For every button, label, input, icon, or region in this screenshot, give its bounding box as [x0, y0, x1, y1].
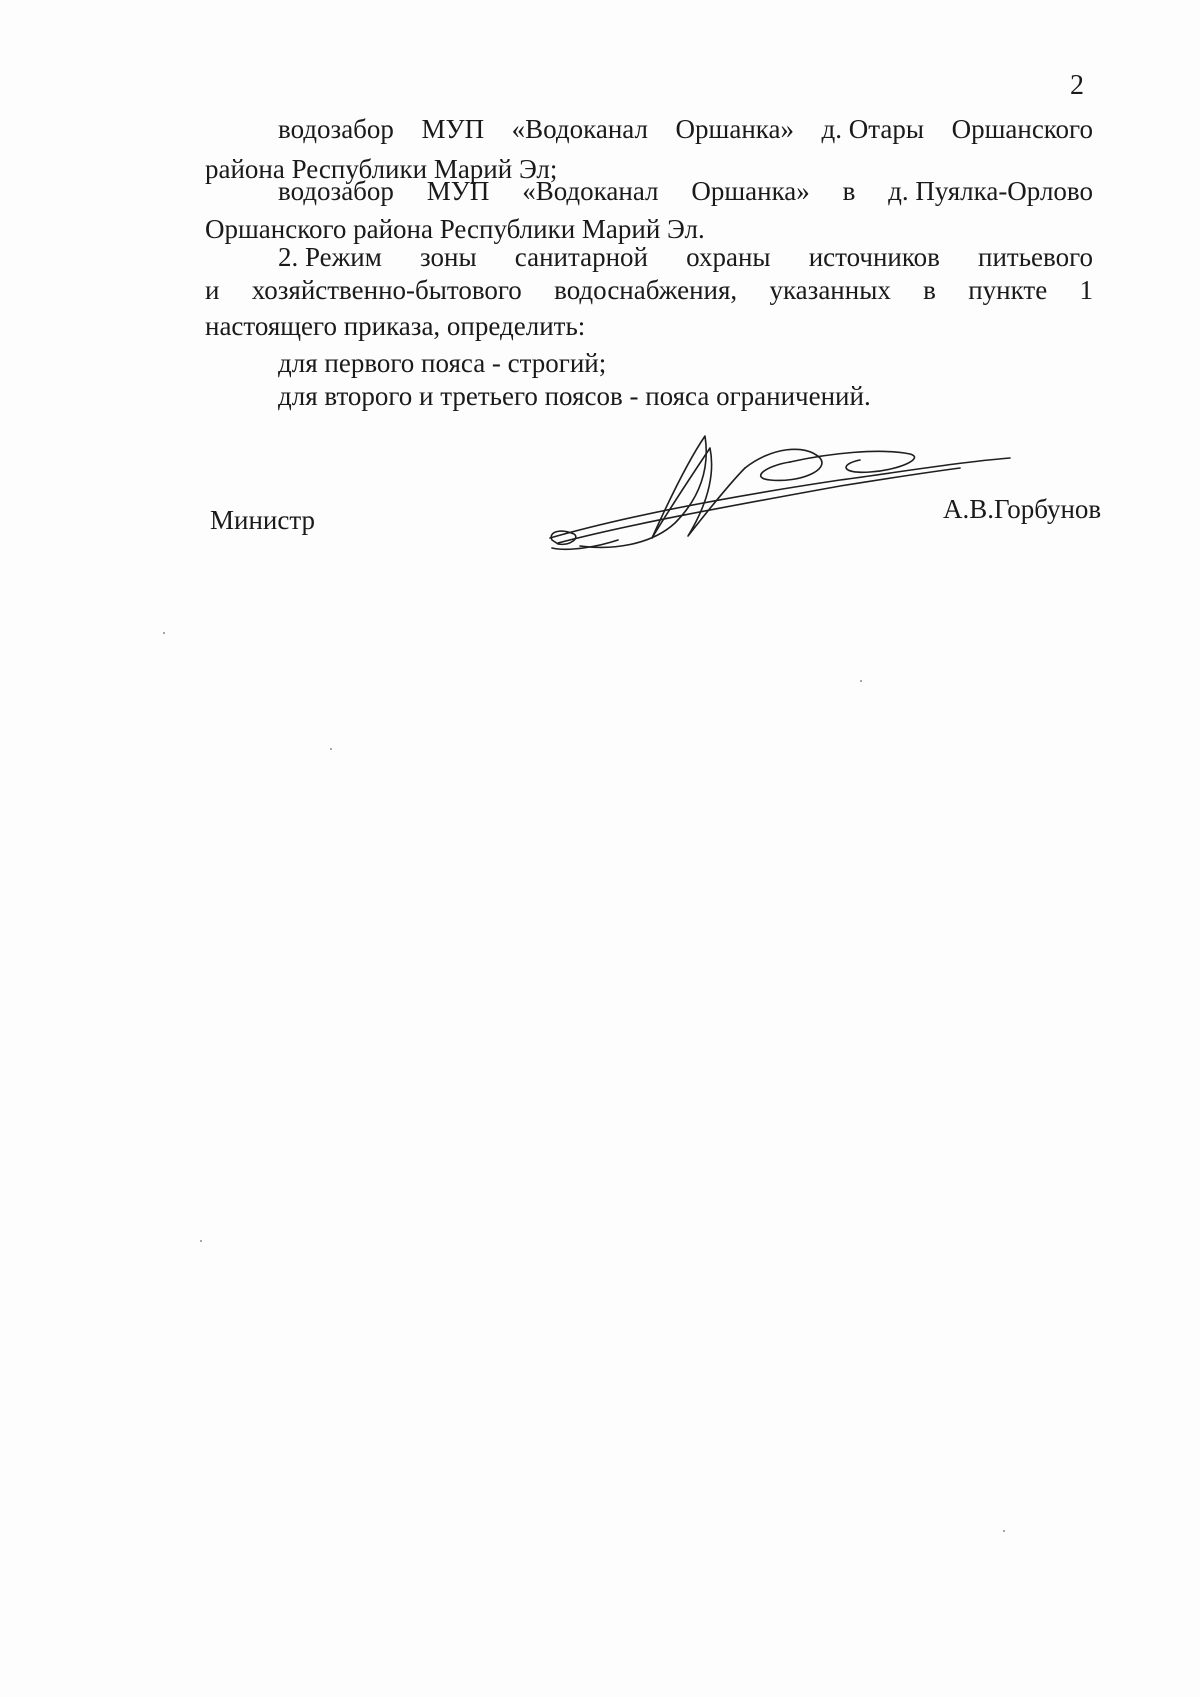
word: источников: [808, 242, 940, 272]
page-number: 2: [1070, 70, 1084, 101]
word: 1: [1079, 275, 1093, 305]
scan-speck: [163, 632, 165, 634]
word: санитарной: [514, 242, 648, 272]
signatory-title: Министр: [210, 505, 315, 535]
word: в: [842, 176, 856, 206]
word: в: [923, 275, 936, 305]
text-line-5: [278, 241, 1093, 273]
word: Оршанка»: [675, 114, 794, 144]
word: «Водоканал: [511, 114, 648, 144]
word: питьевого: [978, 242, 1093, 272]
scan-speck: [860, 680, 862, 682]
word: д. Пуялка-Орлово: [888, 176, 1093, 206]
text-line-9: для второго и третьего поясов - пояса ограничений.: [278, 381, 871, 411]
text-line-1: [278, 113, 1093, 145]
scan-speck: [330, 748, 332, 750]
text-line-2: района Республики Марий Эл;: [205, 154, 558, 184]
word: д. Отары: [821, 114, 925, 144]
text-line-8: для первого пояса - строгий;: [278, 348, 607, 378]
word: водозабор: [278, 114, 394, 144]
word: Оршанка»: [691, 176, 810, 206]
text-line-4: Оршанского района Республики Марий Эл.: [205, 214, 705, 244]
text-line-6: [205, 274, 1093, 306]
word: хозяйственно-бытового: [251, 275, 522, 305]
word: МУП: [421, 114, 485, 144]
word: Оршанского: [951, 114, 1093, 144]
signatory-name: А.В.Горбунов: [943, 494, 1102, 524]
text-line-7: настоящего приказа, определить:: [205, 311, 586, 341]
word: и: [205, 275, 220, 305]
scan-speck: [200, 1240, 202, 1242]
word: пункте: [968, 275, 1048, 305]
word: водоснабжения,: [554, 275, 738, 305]
word: «Водоканал: [522, 176, 659, 206]
word: охраны: [686, 242, 771, 272]
word: водозабор: [278, 176, 394, 206]
word: МУП: [426, 176, 490, 206]
word: 2. Режим: [278, 242, 382, 272]
word: указанных: [769, 275, 891, 305]
text-line-3: [278, 175, 1093, 207]
word: зоны: [420, 242, 477, 272]
scan-speck: [1003, 1530, 1005, 1532]
